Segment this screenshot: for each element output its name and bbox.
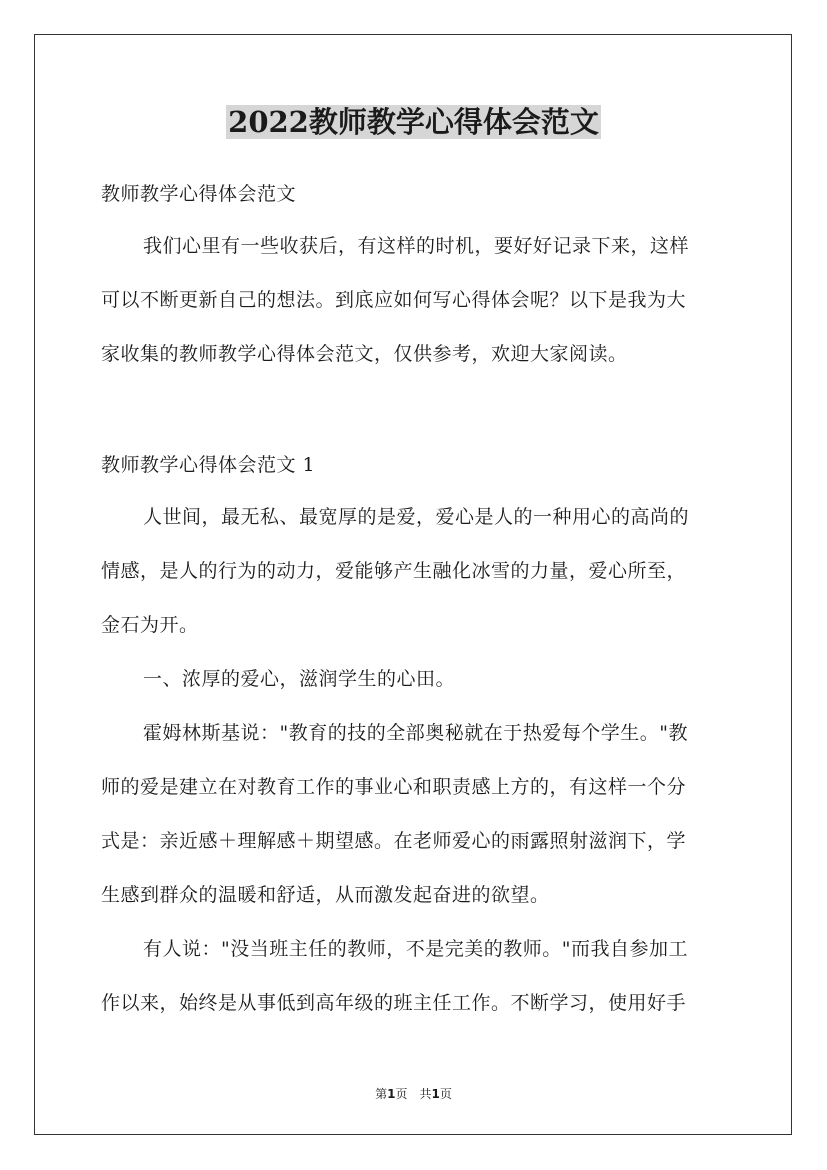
intro-line: 可以不断更新自己的想法。到底应如何写心得体会呢？以下是我为大 (101, 289, 687, 311)
body-line: 生感到群众的温暖和舒适，从而激发起奋进的欲望。 (101, 884, 550, 906)
footer-current-page: 1 (387, 1087, 396, 1101)
body-line: 一、浓厚的爱心，滋润学生的心田。 (143, 668, 456, 690)
section-heading-essay-1: 教师教学心得体会范文 1 (101, 454, 316, 476)
section-heading-intro: 教师教学心得体会范文 (101, 183, 297, 205)
body-line: 师的爱是建立在对教育工作的事业心和职责感上方的，有这样一个分 (101, 776, 687, 798)
intro-line: 我们心里有一些收获后，有这样的时机，要好好记录下来，这样 (143, 235, 690, 257)
footer-suffix: 页 (439, 1087, 452, 1101)
footer-prefix: 第 (375, 1087, 388, 1101)
footer-mid: 页 共 (395, 1087, 432, 1101)
body-line: 霍姆林斯基说："教育的技的全部奥秘就在于热爱每个学生。"教 (143, 722, 688, 744)
footer-total-pages: 1 (431, 1087, 440, 1101)
intro-paragraph (101, 219, 727, 381)
page-number-footer (0, 1085, 827, 1102)
essay-body (101, 490, 727, 1030)
body-line: 情感，是人的行为的动力，爱能够产生融化冰雪的力量，爱心所至， (101, 560, 687, 582)
body-line: 式是：亲近感＋理解感＋期望感。在老师爱心的雨露照射滋润下，学 (101, 830, 687, 852)
body-line: 作以来，始终是从事低到高年级的班主任工作。不断学习，使用好手 (101, 992, 687, 1014)
document-title: 2022教师教学心得体会范文 (228, 105, 599, 139)
body-line: 有人说："没当班主任的教师，不是完美的教师。"而我自参加工 (143, 938, 688, 960)
body-line: 人世间，最无私、最宽厚的是爱，爱心是人的一种用心的高尚的 (143, 506, 690, 528)
intro-line: 家收集的教师教学心得体会范文，仅供参考，欢迎大家阅读。 (101, 343, 628, 365)
body-line: 金石为开。 (101, 614, 199, 636)
